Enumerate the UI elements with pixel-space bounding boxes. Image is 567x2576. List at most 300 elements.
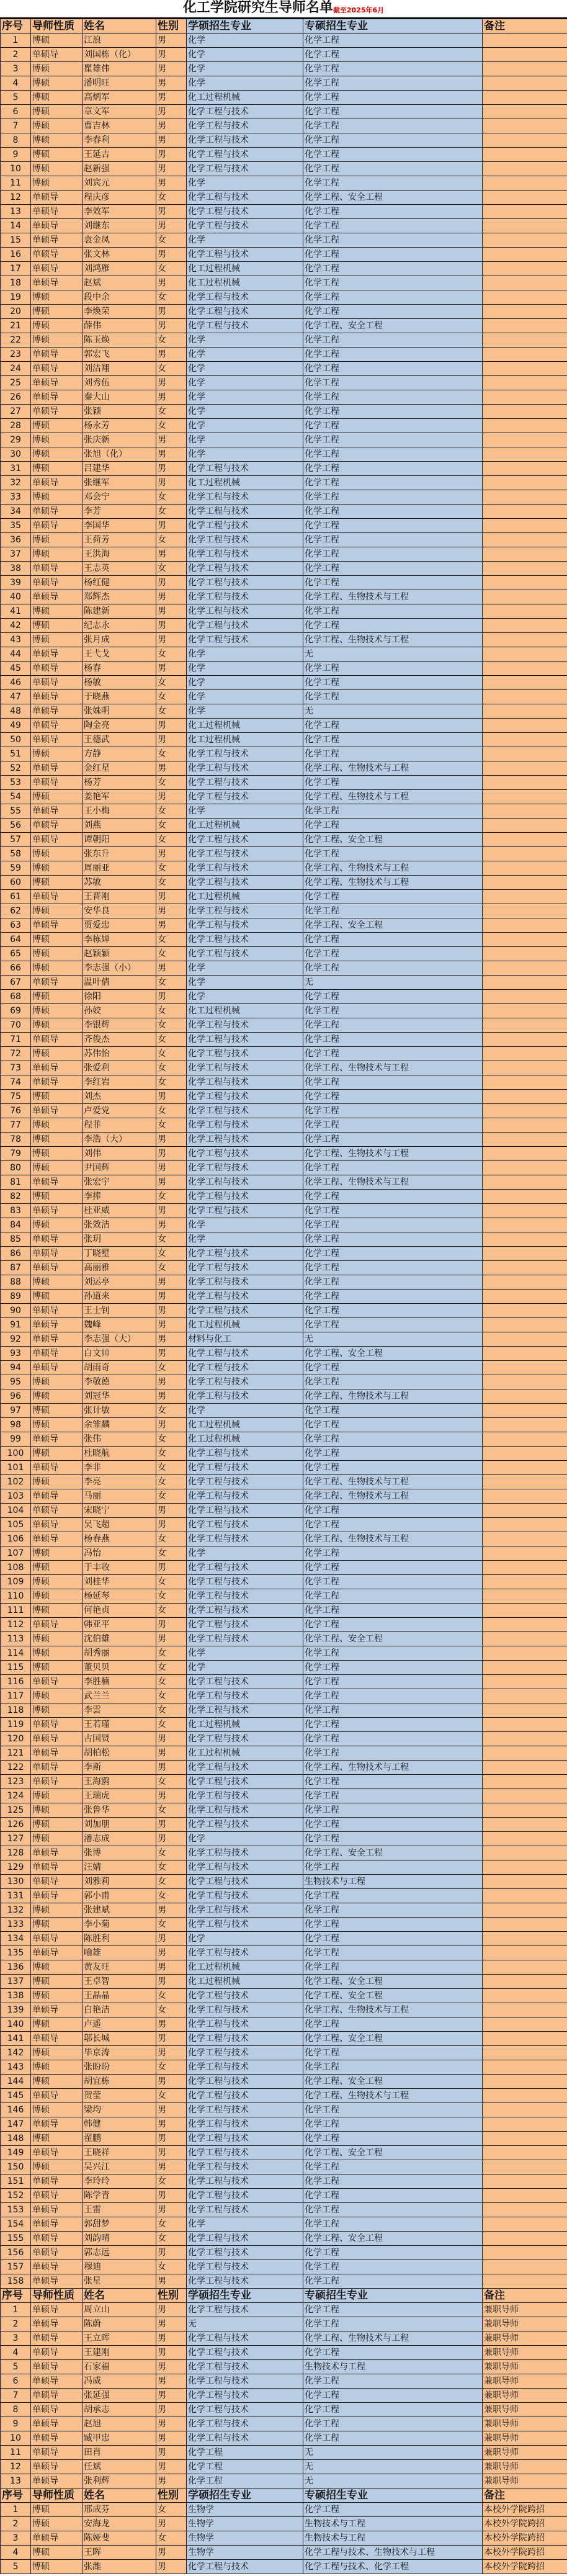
cell-note bbox=[483, 647, 567, 662]
cell-name: 李捧 bbox=[83, 1190, 156, 1204]
cell-professional-major: 化学工程 bbox=[303, 2260, 483, 2274]
cell-academic-major: 化学工程与技术 bbox=[187, 1761, 303, 1775]
cell-gender: 女 bbox=[156, 1646, 187, 1661]
cell-note bbox=[483, 162, 567, 176]
cell-academic-major: 化学工程与技术 bbox=[187, 533, 303, 547]
cell-academic-major: 化学 bbox=[187, 1832, 303, 1846]
cell-name: 胡宜栋 bbox=[83, 2075, 156, 2089]
table-row bbox=[1, 1018, 567, 1033]
cell-advisor-type: 单硕导 bbox=[31, 1889, 83, 1903]
cell-name: 张庆新 bbox=[83, 433, 156, 447]
table-row bbox=[1, 119, 567, 133]
cell-note bbox=[483, 505, 567, 519]
cell-gender: 男 bbox=[156, 719, 187, 733]
cell-name: 杨敏 bbox=[83, 676, 156, 690]
cell-professional-major: 化学工程 bbox=[303, 804, 483, 819]
cell-gender: 男 bbox=[156, 1147, 187, 1161]
cell-note bbox=[483, 1889, 567, 1903]
cell-name: 吴飞超 bbox=[83, 1518, 156, 1532]
table-row bbox=[1, 519, 567, 533]
cell-advisor-type: 博硕 bbox=[31, 1689, 83, 1703]
header-gender: 性别 bbox=[156, 19, 187, 34]
cell-advisor-type: 博硕 bbox=[31, 319, 83, 333]
cell-gender: 男 bbox=[156, 1789, 187, 1803]
cell-academic-major: 化学 bbox=[187, 690, 303, 704]
cell-advisor-type: 博硕 bbox=[31, 1404, 83, 1418]
cell-seq: 18 bbox=[1, 276, 31, 290]
cell-advisor-type: 单硕导 bbox=[31, 219, 83, 233]
cell-name: 张盼盼 bbox=[83, 2060, 156, 2075]
cell-academic-major: 化学工程与技术 bbox=[187, 1261, 303, 1275]
cell-professional-major: 化学工程 bbox=[303, 1133, 483, 1147]
cell-gender: 男 bbox=[156, 1389, 187, 1404]
cell-note bbox=[483, 719, 567, 733]
table-row bbox=[1, 633, 567, 647]
cell-gender: 男 bbox=[156, 547, 187, 562]
cell-gender: 女 bbox=[156, 976, 187, 990]
cell-advisor-type: 博硕 bbox=[31, 419, 83, 433]
table-row bbox=[1, 676, 567, 690]
cell-note bbox=[483, 2160, 567, 2174]
cell-advisor-type: 博硕 bbox=[31, 847, 83, 861]
cell-professional-major: 化学工程 bbox=[303, 1375, 483, 1389]
cell-advisor-type: 单硕导 bbox=[31, 2189, 83, 2203]
cell-academic-major: 化学工程与技术 bbox=[187, 2389, 303, 2403]
cell-advisor-type: 博硕 bbox=[31, 1161, 83, 1175]
cell-gender: 女 bbox=[156, 1546, 187, 1561]
header-gender: 性别 bbox=[156, 2488, 187, 2503]
cell-academic-major: 化学工程与技术 bbox=[187, 2060, 303, 2075]
cell-professional-major: 化学工程、安全工程 bbox=[303, 1347, 483, 1361]
cell-academic-major: 化学工程与技术 bbox=[187, 1504, 303, 1518]
cell-professional-major: 化学工程、生物技术与工程 bbox=[303, 633, 483, 647]
cell-gender: 女 bbox=[156, 876, 187, 890]
cell-gender: 男 bbox=[156, 2246, 187, 2260]
cell-seq: 60 bbox=[1, 876, 31, 890]
cell-name: 安海龙 bbox=[83, 2517, 156, 2531]
cell-name: 胡承志 bbox=[83, 2403, 156, 2417]
table-row bbox=[1, 1703, 567, 1718]
cell-name: 李雲 bbox=[83, 1703, 156, 1718]
cell-gender: 女 bbox=[156, 1875, 187, 1889]
cell-name: 冯怡 bbox=[83, 1546, 156, 1561]
table-row bbox=[1, 1404, 567, 1418]
table-row bbox=[1, 1989, 567, 2003]
cell-note bbox=[483, 1989, 567, 2003]
cell-gender: 男 bbox=[156, 2017, 187, 2032]
cell-advisor-type: 单硕导 bbox=[31, 2331, 83, 2346]
cell-gender: 男 bbox=[156, 1133, 187, 1147]
table-row bbox=[1, 2003, 567, 2017]
cell-note: 本校外学院跨招 bbox=[483, 2546, 567, 2560]
cell-gender: 女 bbox=[156, 1918, 187, 1932]
cell-academic-major: 化学工程与技术 bbox=[187, 1846, 303, 1860]
cell-advisor-type: 单硕导 bbox=[31, 233, 83, 248]
cell-seq: 149 bbox=[1, 2146, 31, 2160]
cell-academic-major: 化学工程与技术 bbox=[187, 2032, 303, 2046]
cell-professional-major: 无 bbox=[303, 2446, 483, 2460]
cell-academic-major: 化学工程与技术 bbox=[187, 2146, 303, 2160]
table-row bbox=[1, 462, 567, 476]
cell-advisor-type: 博硕 bbox=[31, 1903, 83, 1918]
cell-name: 吴兴江 bbox=[83, 2160, 156, 2174]
cell-gender: 男 bbox=[156, 847, 187, 861]
cell-advisor-type: 单硕导 bbox=[31, 1746, 83, 1761]
table-row bbox=[1, 1889, 567, 1903]
cell-seq: 48 bbox=[1, 704, 31, 719]
cell-professional-major: 化学工程 bbox=[303, 519, 483, 533]
cell-seq: 141 bbox=[1, 2032, 31, 2046]
cell-gender: 男 bbox=[156, 918, 187, 933]
cell-advisor-type: 博硕 bbox=[31, 1275, 83, 1290]
cell-name: 邬长城 bbox=[83, 2032, 156, 2046]
cell-note bbox=[483, 1518, 567, 1532]
cell-gender: 男 bbox=[156, 1290, 187, 1304]
cell-academic-major: 化学工程与技术 bbox=[187, 162, 303, 176]
cell-seq: 135 bbox=[1, 1946, 31, 1960]
cell-academic-major: 化学工程与技术 bbox=[187, 833, 303, 847]
cell-name: 尹国辉 bbox=[83, 1161, 156, 1175]
cell-note bbox=[483, 290, 567, 305]
table-row bbox=[1, 191, 567, 205]
table-row bbox=[1, 876, 567, 890]
cell-note bbox=[483, 690, 567, 704]
cell-name: 杨春 bbox=[83, 662, 156, 676]
cell-advisor-type: 单硕导 bbox=[31, 2474, 83, 2488]
cell-name: 于晓燕 bbox=[83, 690, 156, 704]
cell-advisor-type: 博硕 bbox=[31, 2060, 83, 2075]
table-row bbox=[1, 1960, 567, 1975]
cell-professional-major: 化学工程 bbox=[303, 133, 483, 148]
cell-gender: 男 bbox=[156, 2431, 187, 2446]
cell-professional-major: 化学工程与技术、化学工程 bbox=[303, 2560, 483, 2574]
as-of-date: 截至2025年6月 bbox=[333, 6, 385, 14]
cell-note bbox=[483, 990, 567, 1004]
cell-seq: 28 bbox=[1, 419, 31, 433]
table-row bbox=[1, 1318, 567, 1332]
table-row bbox=[1, 647, 567, 662]
cell-gender: 男 bbox=[156, 1732, 187, 1746]
cell-academic-major: 生物学 bbox=[187, 2517, 303, 2531]
table-row bbox=[1, 2103, 567, 2117]
cell-advisor-type: 单硕导 bbox=[31, 2003, 83, 2017]
cell-note bbox=[483, 1404, 567, 1418]
cell-advisor-type: 单硕导 bbox=[31, 2146, 83, 2160]
cell-note bbox=[483, 733, 567, 747]
cell-professional-major: 化学工程 bbox=[303, 2060, 483, 2075]
cell-gender: 男 bbox=[156, 1975, 187, 1989]
table-row bbox=[1, 2446, 567, 2460]
cell-note bbox=[483, 1818, 567, 1832]
cell-professional-major: 化学工程 bbox=[303, 1104, 483, 1118]
cell-professional-major: 化学工程 bbox=[303, 1118, 483, 1133]
cell-seq: 29 bbox=[1, 433, 31, 447]
cell-professional-major: 化学工程 bbox=[303, 904, 483, 918]
cell-gender: 男 bbox=[156, 2417, 187, 2431]
cell-advisor-type: 博硕 bbox=[31, 2075, 83, 2089]
cell-seq: 94 bbox=[1, 1361, 31, 1375]
cell-advisor-type: 单硕导 bbox=[31, 505, 83, 519]
cell-seq: 24 bbox=[1, 362, 31, 376]
table-row bbox=[1, 1860, 567, 1875]
cell-seq: 64 bbox=[1, 933, 31, 947]
cell-seq: 20 bbox=[1, 305, 31, 319]
cell-professional-major: 化学工程 bbox=[303, 2417, 483, 2431]
cell-gender: 男 bbox=[156, 2446, 187, 2460]
cell-gender: 男 bbox=[156, 1418, 187, 1432]
cell-professional-major: 化学工程与技术、生物技术与工程 bbox=[303, 2546, 483, 2560]
cell-note bbox=[483, 1275, 567, 1290]
cell-professional-major: 化学工程 bbox=[303, 2017, 483, 2032]
cell-seq: 101 bbox=[1, 1461, 31, 1475]
cell-academic-major: 化学工程与技术 bbox=[187, 148, 303, 162]
cell-professional-major: 化学工程 bbox=[303, 1832, 483, 1846]
cell-professional-major: 化学工程 bbox=[303, 562, 483, 576]
cell-academic-major: 化学工程与技术 bbox=[187, 119, 303, 133]
cell-seq: 1 bbox=[1, 2303, 31, 2317]
cell-note bbox=[483, 233, 567, 248]
cell-professional-major: 无 bbox=[303, 1332, 483, 1347]
cell-seq: 113 bbox=[1, 1632, 31, 1646]
cell-academic-major: 化学工程与技术 bbox=[187, 1946, 303, 1960]
cell-academic-major: 化学工程与技术 bbox=[187, 2174, 303, 2189]
table-row bbox=[1, 2474, 567, 2488]
cell-name: 白文帅 bbox=[83, 1347, 156, 1361]
cell-seq: 81 bbox=[1, 1175, 31, 1190]
cell-seq: 140 bbox=[1, 2017, 31, 2032]
cell-note bbox=[483, 904, 567, 918]
cell-name: 赵新强 bbox=[83, 162, 156, 176]
cell-academic-major: 化学 bbox=[187, 1404, 303, 1418]
cell-academic-major: 化学工程与技术 bbox=[187, 1361, 303, 1375]
cell-academic-major: 化工过程机械 bbox=[187, 91, 303, 105]
cell-note bbox=[483, 1232, 567, 1247]
cell-note bbox=[483, 1347, 567, 1361]
cell-note bbox=[483, 604, 567, 619]
cell-seq: 65 bbox=[1, 947, 31, 961]
cell-gender: 女 bbox=[156, 819, 187, 833]
header-note: 备注 bbox=[483, 19, 567, 34]
cell-academic-major: 化学工程与技术 bbox=[187, 933, 303, 947]
cell-seq: 109 bbox=[1, 1575, 31, 1589]
cell-advisor-type: 单硕导 bbox=[31, 1175, 83, 1190]
cell-note bbox=[483, 2246, 567, 2260]
cell-advisor-type: 博硕 bbox=[31, 1546, 83, 1561]
cell-name: 宋晓宁 bbox=[83, 1504, 156, 1518]
cell-academic-major: 化学工程与技术 bbox=[187, 776, 303, 790]
cell-advisor-type: 单硕导 bbox=[31, 1347, 83, 1361]
cell-seq: 111 bbox=[1, 1604, 31, 1618]
cell-seq: 3 bbox=[1, 62, 31, 76]
cell-professional-major: 化学工程 bbox=[303, 433, 483, 447]
cell-professional-major: 化学工程、生物技术与工程 bbox=[303, 1475, 483, 1489]
cell-advisor-type: 单硕导 bbox=[31, 191, 83, 205]
cell-seq: 110 bbox=[1, 1589, 31, 1604]
cell-seq: 3 bbox=[1, 2531, 31, 2546]
cell-advisor-type: 博硕 bbox=[31, 790, 83, 804]
cell-advisor-type: 博硕 bbox=[31, 1632, 83, 1646]
table-row bbox=[1, 1489, 567, 1504]
cell-gender: 女 bbox=[156, 647, 187, 662]
cell-note bbox=[483, 576, 567, 590]
table-row bbox=[1, 2431, 567, 2446]
cell-gender: 男 bbox=[156, 2546, 187, 2560]
cell-seq: 157 bbox=[1, 2260, 31, 2274]
cell-gender: 男 bbox=[156, 2274, 187, 2289]
table-row bbox=[1, 1518, 567, 1532]
cell-note bbox=[483, 1504, 567, 1518]
cell-academic-major: 化学 bbox=[187, 2217, 303, 2232]
cell-academic-major: 无 bbox=[187, 2317, 303, 2331]
cell-professional-major: 化学工程 bbox=[303, 376, 483, 390]
cell-professional-major: 化学工程 bbox=[303, 1232, 483, 1247]
cell-gender: 男 bbox=[156, 162, 187, 176]
cell-advisor-type: 单硕导 bbox=[31, 562, 83, 576]
cell-note bbox=[483, 476, 567, 490]
cell-academic-major: 化学工程与技术 bbox=[187, 1161, 303, 1175]
cell-seq: 2 bbox=[1, 2517, 31, 2531]
cell-gender: 女 bbox=[156, 1447, 187, 1461]
cell-advisor-type: 单硕导 bbox=[31, 248, 83, 262]
cell-advisor-type: 博硕 bbox=[31, 947, 83, 961]
cell-professional-major: 化学工程 bbox=[303, 1746, 483, 1761]
table-row bbox=[1, 961, 567, 976]
cell-seq: 67 bbox=[1, 976, 31, 990]
cell-note bbox=[483, 847, 567, 861]
cell-note bbox=[483, 1118, 567, 1133]
cell-advisor-type: 单硕导 bbox=[31, 2403, 83, 2417]
cell-note: 兼职导师 bbox=[483, 2446, 567, 2460]
cell-seq: 96 bbox=[1, 1389, 31, 1404]
cell-seq: 59 bbox=[1, 861, 31, 876]
table-row bbox=[1, 1532, 567, 1546]
table-row bbox=[1, 733, 567, 747]
cell-academic-major: 化学工程与技术 bbox=[187, 1033, 303, 1047]
header-seq: 序号 bbox=[1, 2289, 31, 2303]
cell-advisor-type: 单硕导 bbox=[31, 2531, 83, 2546]
cell-note bbox=[483, 776, 567, 790]
cell-academic-major: 化学工程与技术 bbox=[187, 2132, 303, 2146]
cell-advisor-type: 博硕 bbox=[31, 176, 83, 191]
cell-name: 郭小甫 bbox=[83, 1889, 156, 1903]
cell-advisor-type: 单硕导 bbox=[31, 1518, 83, 1532]
cell-gender: 女 bbox=[156, 262, 187, 276]
cell-academic-major: 化学工程与技术 bbox=[187, 1147, 303, 1161]
cell-note bbox=[483, 176, 567, 191]
cell-professional-major: 化学工程 bbox=[303, 1418, 483, 1432]
table-row bbox=[1, 1818, 567, 1832]
cell-gender: 男 bbox=[156, 890, 187, 904]
cell-name: 王雷 bbox=[83, 2203, 156, 2217]
cell-note bbox=[483, 833, 567, 847]
cell-advisor-type: 博硕 bbox=[31, 1447, 83, 1461]
cell-professional-major: 化学工程 bbox=[303, 1918, 483, 1932]
cell-name: 李栋婵 bbox=[83, 933, 156, 947]
cell-note bbox=[483, 490, 567, 505]
cell-note bbox=[483, 34, 567, 48]
cell-professional-major: 化学工程 bbox=[303, 690, 483, 704]
cell-seq: 137 bbox=[1, 1975, 31, 1989]
cell-name: 刘洁翔 bbox=[83, 362, 156, 376]
cell-seq: 104 bbox=[1, 1504, 31, 1518]
cell-note bbox=[483, 1618, 567, 1632]
cell-gender: 男 bbox=[156, 604, 187, 619]
cell-professional-major: 化学工程 bbox=[303, 1075, 483, 1090]
cell-academic-major: 化学工程与技术 bbox=[187, 947, 303, 961]
cell-name: 金红星 bbox=[83, 761, 156, 776]
cell-gender: 女 bbox=[156, 1118, 187, 1133]
cell-note bbox=[483, 1290, 567, 1304]
table-row bbox=[1, 1133, 567, 1147]
cell-seq: 80 bbox=[1, 1161, 31, 1175]
cell-professional-major: 化学工程、安全工程 bbox=[303, 191, 483, 205]
cell-note bbox=[483, 1561, 567, 1575]
cell-advisor-type: 博硕 bbox=[31, 290, 83, 305]
title-text: 化工学院研究生导师名单 bbox=[182, 0, 333, 16]
table-row bbox=[1, 48, 567, 62]
cell-gender: 男 bbox=[156, 1761, 187, 1775]
table-row bbox=[1, 176, 567, 191]
cell-advisor-type: 博硕 bbox=[31, 1375, 83, 1389]
cell-advisor-type: 博硕 bbox=[31, 2046, 83, 2060]
cell-note: 兼职导师 bbox=[483, 2346, 567, 2360]
table-row bbox=[1, 105, 567, 119]
cell-advisor-type: 博硕 bbox=[31, 162, 83, 176]
table-row bbox=[1, 276, 567, 290]
cell-name: 刘雅莉 bbox=[83, 1875, 156, 1889]
table-row bbox=[1, 719, 567, 733]
cell-name: 陈娅斐 bbox=[83, 2531, 156, 2546]
cell-name: 杨芳 bbox=[83, 776, 156, 790]
cell-name: 王卓智 bbox=[83, 1975, 156, 1989]
cell-note bbox=[483, 1090, 567, 1104]
cell-academic-major: 化学 bbox=[187, 1232, 303, 1247]
cell-seq: 42 bbox=[1, 619, 31, 633]
cell-note bbox=[483, 390, 567, 405]
cell-seq: 107 bbox=[1, 1546, 31, 1561]
cell-name: 穆迪 bbox=[83, 2260, 156, 2274]
cell-note bbox=[483, 191, 567, 205]
cell-professional-major: 化学工程 bbox=[303, 1646, 483, 1661]
cell-name: 何艳贞 bbox=[83, 1604, 156, 1618]
cell-note bbox=[483, 2146, 567, 2160]
cell-academic-major: 化学工程与技术 bbox=[187, 2260, 303, 2274]
cell-advisor-type: 单硕导 bbox=[31, 733, 83, 747]
table-row bbox=[1, 819, 567, 833]
cell-gender: 男 bbox=[156, 590, 187, 604]
cell-advisor-type: 博硕 bbox=[31, 1047, 83, 1061]
cell-professional-major: 化学工程 bbox=[303, 2174, 483, 2189]
cell-academic-major: 化学 bbox=[187, 1646, 303, 1661]
cell-name: 余雏麟 bbox=[83, 1418, 156, 1432]
cell-seq: 10 bbox=[1, 162, 31, 176]
table-row bbox=[1, 1389, 567, 1404]
cell-gender: 男 bbox=[156, 119, 187, 133]
cell-note: 兼职导师 bbox=[483, 2360, 567, 2374]
cell-professional-major: 化学工程 bbox=[303, 262, 483, 276]
cell-note bbox=[483, 1718, 567, 1732]
cell-name: 刘宾元 bbox=[83, 176, 156, 191]
cell-note bbox=[483, 2274, 567, 2289]
cell-professional-major: 化学工程、安全工程 bbox=[303, 1632, 483, 1646]
cell-professional-major: 化学工程 bbox=[303, 1618, 483, 1632]
cell-academic-major: 化学工程与技术 bbox=[187, 1889, 303, 1903]
cell-seq: 98 bbox=[1, 1418, 31, 1432]
cell-note bbox=[483, 1646, 567, 1661]
cell-advisor-type: 博硕 bbox=[31, 2560, 83, 2574]
cell-advisor-type: 博硕 bbox=[31, 76, 83, 91]
cell-note bbox=[483, 2189, 567, 2203]
